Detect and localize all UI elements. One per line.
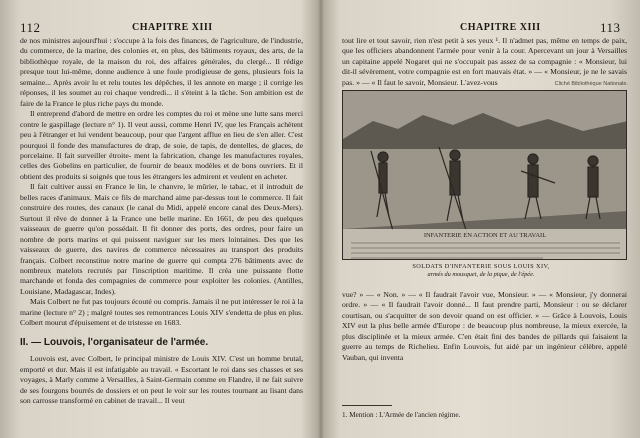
right-running-head: CHAPITRE XIII bbox=[460, 22, 541, 33]
figure-credit: Cliché Bibliothèque Nationale. bbox=[554, 81, 628, 87]
figure-inner-caption: INFANTERIE EN ACTION ET AU TRAVAIL bbox=[423, 232, 547, 239]
left-paragraph: Mais Colbert ne fut pas toujours écouté ou compris. Jamais il ne put intéresser le roi à la marine (lecture n° 2) ; malgré toutes ses remontrances Louis XIV s'endetta de plus en plus. Colbert mourut d'épuisement et de tristesse en 1683. bbox=[20, 297, 303, 328]
left-running-head: CHAPITRE XIII bbox=[132, 22, 213, 33]
left-paragraph: Il fait cultiver aussi en France le lin, le chanvre, le mûrier, le tabac, et il introduit de belles races d'animaux. Mais ce fils de marchand aime par-dessus tout le commerce. Il fait construire des routes, des canaux (le canal du Midi, appelé encore canal des Deux-Mers). Surtout il rêve de donner à la France une belle marine. En 1661, de peu des quelques vaisseaux de guerre qu'on possédait. Il fit donner des ports, des ordres, pour faire un nombre de ports marins et qui puissent naviguer sur les mers lointaines. Des que les vaisseaux de guerre, des navires de commerce nécessaires au transport des produits français. Colbert reconstitue notre marine de guerre qui compta 276 bâtiments avec de nombreux matelots recrutés par l'inscription maritime. Il créa une puissante flotte marchande et fonda des compagnies de commerce pour exploiter les colonies. (Antilles, Louisiane, Madagascar, Indes). bbox=[20, 182, 303, 296]
footnote-rule bbox=[342, 405, 392, 406]
section-paragraph: Louvois est, avec Colbert, le principal ministre de Louis XIV. C'est un homme brutal, emporté et dur. Mais il est infatigable au travail. « Escortant le roi dans ses chasses et ses voyages, à Marly comme à Versailles, à Saint-Germain comme en Flandre, il ne fait suivre de ses fourgons bourrés de dossiers et on peut le voir sur les routes tournant au lisant dans son carrosse transformé en cabinet de travail... Il veut bbox=[20, 354, 303, 405]
right-bottom-text: vue? » — « Non. » — « Il faudrait l'avoir vue, Monsieur. » — « Monsieur, j'y donnerai ordre. » — « Il faudrait l'avoir donné... Il faut prendre parti, Monsieur : ou se déclarer courtisan, ou s'acquitter de son devoir quand on est officier. » — Grâce à Louvois, Louis XIV eut la plus belle armée d'Europe : de beaucoup plus nombreuse, la mieux exercée, la plus disciplinée et la mieux armée. C'en était fini des bandes de pillards qui faisaient la guerre au temps de Richelieu. Enfin Louvois, fut aidé par un ingénieur célèbre, appelé Vauban, qui inventa bbox=[342, 290, 627, 362]
left-paragraph: Il entreprend d'abord de mettre en ordre les comptes du roi et mène une lutte sans merci contre le gaspillage (lecture n° 1). Il veut aussi, comme Henri IV, que les Français achètent peu à l'étranger et lui vendent beaucoup, pour que l'argent afflue en lieu de s'en aller. C'est pourquoi il fonde des manufactures de drap, de soie, de tapis, de dentelles, de glaces, de porcelaine. Il fait surveiller étroite- ment la fabrication, change les manufactures royales, celles des Gobelins en particulier, de fournir de beaux modèles et de bons ouvriers. Et il obtient des produits si soignés que tous les étrangers les admirent et veulent en acheter. bbox=[20, 109, 303, 181]
caption-line-2: armés du mousquet, de la pique, de l'épée. bbox=[427, 271, 535, 278]
left-header bbox=[20, 20, 300, 36]
left-body bbox=[20, 36, 303, 406]
figure-caption bbox=[322, 263, 640, 279]
right-top-text: tout lire et tout savoir, rien n'est petit à ses yeux ¹. Il n'admet pas, même en temps de paix, que les officiers abandonnent l'armée pour venir à la cour. Apercevant un jour à Versailles un capitaine appelé Nogaret qui ne s'occupait pas assez de sa compagnie : « Monsieur, lui dit-il sévèrement, votre compagnie est en fort mauvais état. » — « Monsieur, je ne le savais pas. » — « Il faut le savoir, Monsieur. L'avez-vous bbox=[342, 36, 627, 87]
right-page bbox=[322, 0, 640, 438]
right-page-number: 113 bbox=[600, 20, 621, 35]
left-paragraph: de nos ministres aujourd'hui : s'occupe à la fois des finances, de l'agriculture, de l'industrie, du commerce, de la marine, des colonies et, en plus, des bâtiments royaux, des arts, de la bibliothèque royale, de la maison du roi, des affaires générales, du clergé... Il rédige presque tout lui-même, donne audience à une foule prodigieuse de gens, plusieurs fois la semaine... Après avoir lu et relu toutes les dépêches, il les annote en marge ; il corrige les réponses, il les soumet au roi chaque vendredi... il s'éteint à la tâche. Son ambition est de faire de la France le plus riche pays du monde. bbox=[20, 36, 303, 108]
caption-line-1: SOLDATS D'INFANTERIE SOUS LOUIS XIV, bbox=[412, 263, 550, 270]
engraving-figure bbox=[342, 90, 627, 260]
footnote: 1. Mention : L'Armée de l'ancien régime. bbox=[342, 411, 461, 419]
engraving-illustration bbox=[343, 91, 627, 260]
left-page-number: 112 bbox=[20, 20, 41, 35]
section-title: II. — Louvois, l'organisateur de l'armée. bbox=[20, 336, 209, 348]
